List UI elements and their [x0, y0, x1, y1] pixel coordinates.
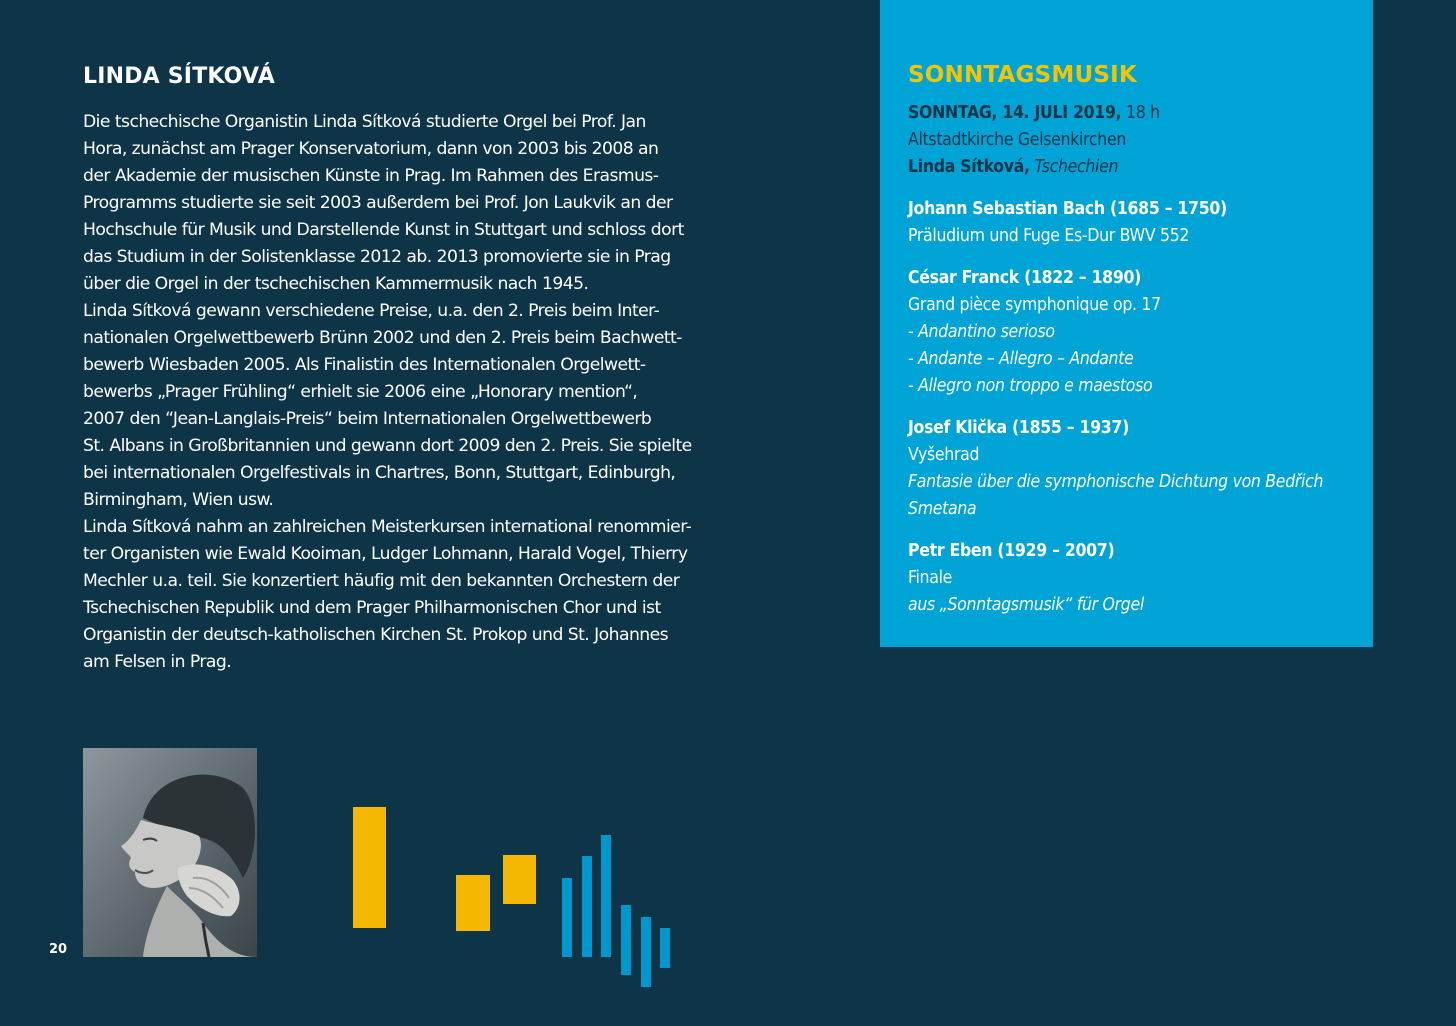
concert-date — [908, 100, 1373, 127]
biography-line: am Felsen in Prag. — [83, 652, 232, 672]
biography-line: über die Orgel in der tschechischen Kammermusik nach 1945. — [83, 274, 589, 294]
page-number: 20 — [49, 942, 68, 957]
program-piece-klicka — [908, 415, 1373, 523]
biography-line: St. Albans in Großbritannien und gewann dort 2009 den 2. Preis. Sie spielte — [83, 436, 692, 456]
biography-line: Hochschule für Musik und Darstellende Kunst in Stuttgart und schloss dort — [83, 220, 684, 240]
deco-bar-blue — [621, 905, 631, 975]
concert-venue: Altstadtkirche Gelsenkirchen — [908, 130, 1127, 150]
work-description: Fantasie über die symphonische Dichtung von Bedřich — [908, 472, 1324, 492]
composer: Josef Klička (1855 – 1937) — [908, 418, 1129, 438]
biography-paragraph-3 — [83, 514, 723, 676]
biography-line: 2007 den “Jean-Langlais-Preis“ beim Internationalen Orgelwettbewerb — [83, 409, 652, 429]
program-box — [880, 0, 1373, 647]
biography-line: Linda Sítková gewann verschiedene Preise, u.a. den 2. Preis beim Inter- — [83, 301, 660, 321]
biography-line: Programms studierte sie seit 2003 außerdem bei Prof. Jon Laukvik an der — [83, 193, 673, 213]
biography-line: bewerbs „Prager Frühling“ erhielt sie 2006 eine „Honorary mention“, — [83, 382, 638, 402]
biography-line: Die tschechische Organistin Linda Sítková studierte Orgel bei Prof. Jan — [83, 112, 646, 132]
composer: Johann Sebastian Bach (1685 – 1750) — [908, 199, 1227, 219]
performer-name: Linda Sítková, — [908, 157, 1030, 177]
work-description: Smetana — [908, 499, 977, 519]
biography-line: Linda Sítková nahm an zahlreichen Meisterkursen international renommier- — [83, 517, 692, 537]
work-title: Vyšehrad — [908, 445, 980, 465]
biography-line: ter Organisten wie Ewald Kooiman, Ludger Lohmann, Harald Vogel, Thierry — [83, 544, 688, 564]
work-title: Präludium und Fuge Es-Dur BWV 552 — [908, 226, 1190, 246]
concert-time: 18 h — [1121, 103, 1160, 123]
biography-line: der Akademie der musischen Künste in Prag. Im Rahmen des Erasmus- — [83, 166, 659, 186]
biography-line: nationalen Orgelwettbewerb Brünn 2002 und den 2. Preis beim Bachwett- — [83, 328, 682, 348]
program-piece-franck — [908, 265, 1373, 400]
biography-line: Organistin der deutsch-katholischen Kirchen St. Prokop und St. Johannes — [83, 625, 669, 645]
portrait-image — [83, 748, 257, 957]
program-piece-eben — [908, 538, 1373, 619]
biography-line: Birmingham, Wien usw. — [83, 490, 274, 510]
biography-line: bewerb Wiesbaden 2005. Als Finalistin des Internationalen Orgelwett- — [83, 355, 646, 375]
biography-title: LINDA SÍTKOVÁ — [83, 64, 275, 89]
program-title: SONNTAGSMUSIK — [908, 62, 1137, 88]
biography-line: Mechler u.a. teil. Sie konzertiert häufig mit den bekannten Orchestern der — [83, 571, 680, 591]
biography-line: Hora, zunächst am Prager Konservatorium, dann von 2003 bis 2008 an — [83, 139, 659, 159]
portrait-photo — [83, 748, 257, 957]
deco-bar-blue — [641, 917, 651, 987]
biography-paragraph-1 — [83, 109, 723, 298]
biography-line: bei internationalen Orgelfestivals in Chartres, Bonn, Stuttgart, Edinburgh, — [83, 463, 676, 483]
performer — [908, 154, 1373, 181]
biography-text — [83, 109, 723, 676]
biography-line: Tschechischen Republik und dem Prager Philharmonischen Chor und ist — [83, 598, 661, 618]
program-piece-bach — [908, 196, 1373, 250]
biography-paragraph-2 — [83, 298, 723, 514]
composer: César Franck (1822 – 1890) — [908, 268, 1142, 288]
performer-country: Tschechien — [1034, 157, 1119, 177]
decorative-bars — [340, 800, 680, 1000]
composer: Petr Eben (1929 – 2007) — [908, 541, 1115, 561]
work-description: aus „Sonntagsmusik“ für Orgel — [908, 595, 1144, 615]
biography-line: das Studium in der Solistenklasse 2012 ab. 2013 promovierte sie in Prag — [83, 247, 671, 267]
deco-bar-blue — [562, 878, 572, 957]
movement: - Andante – Allegro – Andante — [908, 349, 1134, 369]
concert-date-label: SONNTAG, 14. JULI 2019, — [908, 103, 1122, 123]
biography-section — [83, 64, 723, 676]
movement: - Andantino serioso — [908, 322, 1055, 342]
deco-bar-yellow — [353, 807, 386, 928]
deco-bar-yellow — [456, 875, 490, 931]
work-title: Finale — [908, 568, 953, 588]
work-title: Grand pièce symphonique op. 17 — [908, 295, 1161, 315]
deco-bar-blue — [660, 928, 670, 968]
deco-bar-blue — [601, 835, 611, 957]
deco-bar-yellow — [503, 855, 536, 904]
movement: - Allegro non troppo e maestoso — [908, 376, 1153, 396]
deco-bar-blue — [582, 856, 592, 957]
